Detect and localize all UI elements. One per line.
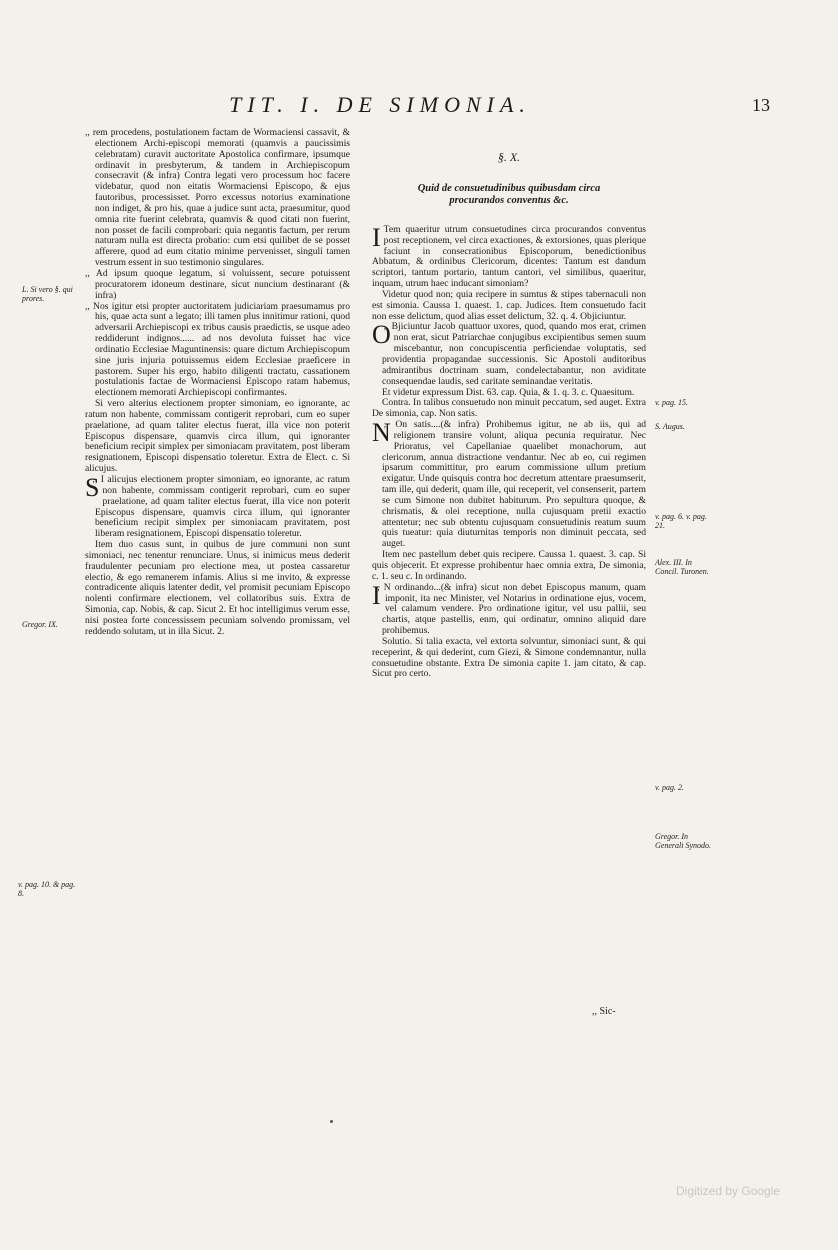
drop-cap: ,, N (372, 418, 391, 448)
margin-note: Gregor. IX. (22, 620, 58, 629)
quote-paragraph: ,, I N ordinando...(& infra) sicut non debet Episcopus manum, quam imponit, ita nec Minister, vel Notarius in ordinatione ejus, vocem, vel calamum vendere. Pro ordinatione igitur, vel usu pallii, seu chartis, atque pastellis, enm, qui ordinatur, omnino aliquid dare prohibemus. (372, 583, 646, 637)
body-paragraph: Et videtur expressum Dist. 63. cap. Quia, & 1. q. 3. c. Quaesitum. (382, 386, 635, 398)
page-header (0, 92, 838, 122)
section-heading: §. X. (497, 152, 521, 164)
margin-note: L. Si vero §. qui prores. (22, 285, 73, 303)
margin-note: v. pag. 2. (655, 783, 684, 792)
left-column (85, 128, 350, 1008)
quote-paragraph: ,, Ad ipsum quoque legatum, si voluissent, secure potuissent procuratorem idoneum destinare, sicut nuncium destinarant (& infra) (85, 269, 350, 302)
right-column (372, 152, 646, 1012)
quote-paragraph: ,, N On satis....(& infra) Prohibemus igitur, ne ab iis, qui ad religionem transire volunt, aliqua pecunia requiratur. Nec Prioratus, vel Capellaniae quaelibet monachorum, aut clericorum, annua distractione vendantur. Nec ab eo, cui regimen ipsarum committitur, pro earum commissione ullum pretium exigatur. Unde quisquis contra hoc decretum attentare praesumserit, tam ille, qui dederit, quam ille, qui receperit, vel consenserit, partem se cum Simone non dubitet habiturum. Pro sepultura quoque, & chrismatis, & olei receptione, nulla cujusquam pretii exactio attentetur; nec sub obtentu cujusquam consuetudinis reatum suum quis tueatur: quia diuturnitas temporis non diminuit peccata, sed auget. (372, 420, 646, 550)
question-heading: Quid de consuetudinibus quibusdam circa procurandos conventus &c. (417, 182, 601, 206)
quote-paragraph: ,, S I alicujus electionem propter simoniam, eo ignorante, ac ratum non habente, commissam contigerit reprobari, cum eo super praelatione, ad quam taliter electus fuerat, illa vice non poterit Episcopus dispensare, quamvis circa illum, qui ignoranter beneficium recipit simplex per simoniacam pravitatem, post liberam resignationem, Episcopi dispensatio toleretur. (85, 475, 350, 540)
body-paragraph: Solutio. Si talia exacta, vel extorta solvuntur, simoniaci sunt, & qui receperint, & qui dederint, cum Giezi, & Simone condemnantur, nulla consuetudine obstante. Extra De simonia capite 1. jam citato, & cap. Sicut pro certo. (372, 635, 646, 680)
body-paragraph: Item nec pastellum debet quis recipere. Caussa 1. quaest. 3. cap. Si quis objecerit. Et expresse prohibentur haec omnia extra, De simonia, c. 1. seu c. In ordinando. (372, 549, 646, 582)
quote-paragraph: ,, Nos igitur etsi propter auctoritatem judiciariam praesumamus pro his, quae acta sunt a legato; illi tamen plus innitimur rationi, quod adversarii Archiepiscopi ex tribus causis praedictis, se usque adeo reddiderunt indignos...... ad nos devoluta fuisset hac vice ordinatio Ecclesiae Maguntinensis: quare dictum Archiepiscopum sine juris injuria potuissemus eidem Ecclesiae praeficere in pastorem. Super his ergo, habito diligenti tractatu, cassationem postulationis factae de Wormaciensi Episcopo ratam habemus, electionem memorati Archiepiscopi confirmantes. (85, 302, 350, 400)
margin-note: v. pag. 10. & pag. 8. (18, 880, 76, 898)
margin-note: Gregor. In Generali Synodo. (655, 832, 711, 850)
ink-dot (330, 1120, 333, 1123)
body-paragraph: Contra. In talibus consuetudo non minuit peccatum, sed auget. Extra De simonia, cap. Non satis. (372, 397, 646, 420)
body-paragraph: Item duo casus sunt, in quibus de jure communi non sunt simoniaci, nec tenentur renunciare. Unus, si inimicus meus dederit fraudulenter pecuniam pro electione mea, ut postea cassaretur electio, & ego remanerem infamis. Alius si me invito, & expresse contradicente aliquis latenter dedit, vel promisit pecuniam Episcopo nolenti confirmare electionem, vel collatoribus suis. Extra de Simonia, cap. Nobis, & cap. Sicut 2. Et hoc intelligimus verum esse, nisi postea forte concessissem pecuniam solvendo promissam, vel reddendo solutam, ut in illa Sicut. 2. (85, 539, 350, 637)
drop-cap: ,, S (85, 473, 100, 502)
margin-note: v. pag. 6. v. pag. 21. (655, 512, 707, 530)
page-number: 13 (752, 95, 770, 115)
body-paragraph: Si vero alterius electionem propter simoniam, eo ignorante, ac ratum non habente, commissam contigerit reprobari, cum eo super praelatione, ad quam taliter electus fuerat, illa vice non poterit Episcopus dispensare, quamvis circa illum, qui ignoranter beneficium recipit simplex per simoniacam pravitatem, post liberam resignationem, Episcopi dispensatio toleretur. Extra de Elect. c. Si alicujus. (85, 398, 350, 475)
catchword: ,, Sic- (592, 1006, 616, 1017)
quote-paragraph: ,, rem procedens, postulationem factam de Wormaciensi cassavit, & electionem Archi-episcopi memorati (quamvis a paucissimis celebratam) curavit auctoritate Apostolica confirmare, ipsumque ordinavit in presbyterum, & tandem in Archiepiscopum consecravit (& infra) Contra legati vero processum hoc facere videbatur, quod non eitatis Wormaciensi Episcopo, & ejus fautoribus, processisset. Porro excessus notorius examinatione non indiget, & pro his, quae a judice sunt acta, praesumitur, quod omnia rite fuerint celebrata, quamvis & quod citati non fuerint, non posset de facili comprobari: quia negantis factum, per rerum naturam nulla est directa probatio: cum etsi quilibet de se posset afferere, quod ad eum citatio minime pervenisset, singuli tamen vestrum essent in suo testimonio singulares. (85, 128, 350, 269)
margin-note: S. Augus. (655, 422, 685, 431)
body-paragraph: Videtur quod non; quia recipere in sumtus & stipes tabernaculi non est simonia. Caussa 1. quaest. 1. cap. Judices. Item consuetudo facit non esse delictum, quod alias esset delictum, 32. q. 4. Objiciuntur. (372, 288, 646, 322)
drop-cap: I (372, 222, 381, 252)
body-paragraph: I Tem quaeritur utrum consuetudines circa procurandos conventus post receptionem, vel circa exactiones, & extorsiones, quas plerique faciunt in consecrationibus Episcoporum, benedictionibus Abbatum, & ordinibus Clericorum, dicentes: Tantum est dandum scriptori, tantum portario, tantum cantori, vel similibus, quaeritur, inquam, utrum haec inducant simoniam? (372, 222, 646, 290)
drop-cap: ,, O (372, 320, 391, 350)
watermark: Digitized by Google (676, 1184, 781, 1198)
running-title: TIT. I. DE SIMONIA. (229, 92, 531, 117)
margin-note: v. pag. 15. (655, 398, 688, 407)
quote-paragraph: ,, O Bjiciuntur Jacob quattuor uxores, quod, quando mos erat, crimen non erat, sicut Patriarchae conjugibus excipientibus semen suum miscebantur, non concupiscentia perficiendae voluptatis, sed providentia propagandae successionis. Sic Apostoli auditoribus admirantibus doctrinam suam, condelectabantur, non aviditate consequendae laudis, sed caritate seminandae veritatis. (372, 322, 646, 387)
margin-note: Alex. III. In Concil. Turonen. (655, 558, 709, 576)
